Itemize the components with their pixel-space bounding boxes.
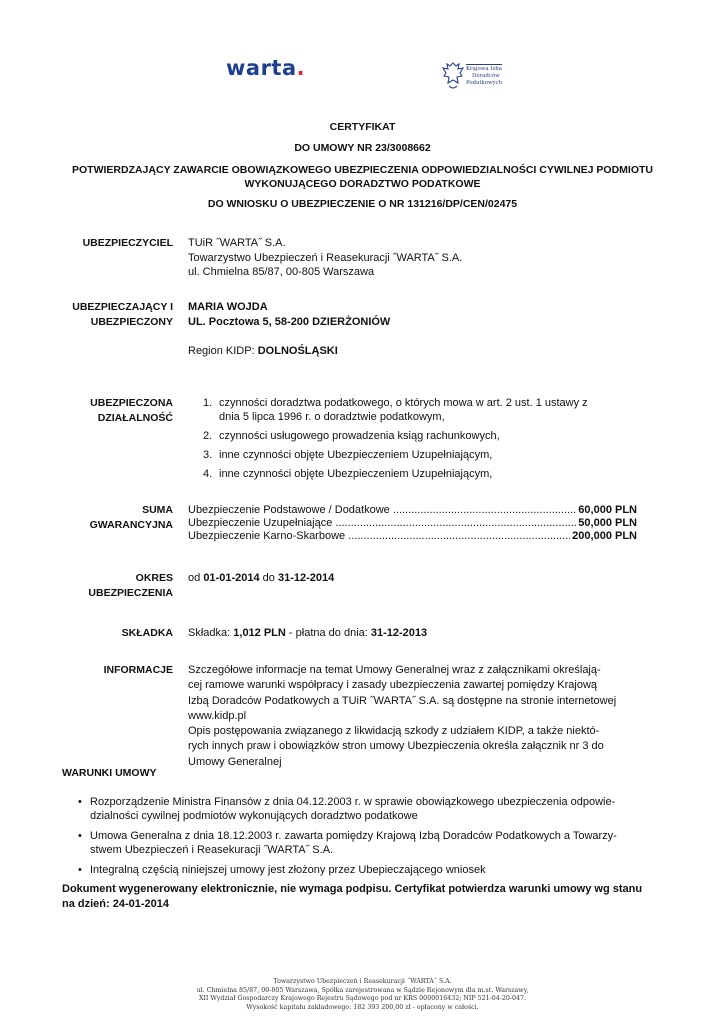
warta-logo: warta. <box>226 56 306 80</box>
company-footer: Towarzystwo Ubezpieczeń i Reasekuracji ˝WARTA˝ S.A. ul. Chmielna 85/87, 00-805 Warszawa, Spółka zarejestrowana w Sądzie Rejonowym dla m.st. Warszawy, XII Wydział Gospodarczy Krajowego Rejestru Sądowego pod nr KRS 0000016432; NIP 521-04-20-047. Wysokość kapitału zakładowego: 182 393 200,00 zł - opłacony w całości. <box>196 978 529 1011</box>
list-item: • Umowa Generalna z dnia 18.12.2003 r. zawarta pomiędzy Krajową Izbą Doradców Podatkowych a Towarzy- stwem Ubezpieczeń i Reasekuracji ˝WARTA˝ S.A. <box>78 830 617 856</box>
insured-label: UBEZPIECZAJĄCY I UBEZPIECZONY <box>72 301 173 328</box>
sum-row: Ubezpieczenie Uzupełniające ..... 50,000 PLN <box>188 517 637 530</box>
insured-address: UL. Pocztowa 5, 58-200 DZIERŻONIÓW <box>188 316 391 328</box>
insurer-label: UBEZPIECZYCIEL <box>82 237 173 249</box>
kidp-logo-line: Doradców <box>472 72 500 79</box>
sum-row: Ubezpieczenie Podstawowe / Dodatkowe ..... 60,000 PLN <box>188 504 637 517</box>
insured-name: MARIA WOJDA <box>188 301 268 313</box>
sum-table <box>188 504 637 543</box>
info-label: INFORMACJE <box>103 664 173 676</box>
application-number: DO WNIOSKU O UBEZPIECZENIE O NR 131216/DP/CEN/02475 <box>207 198 518 210</box>
kidp-logo <box>440 60 520 96</box>
conditions-list <box>62 795 662 883</box>
list-item: 4. inne czynności objęte Ubezpieczeniem Uzupełniającym, <box>203 468 493 480</box>
activity-list <box>203 396 633 486</box>
electronic-note: Dokument wygenerowany elektronicznie, nie wymaga podpisu. Certyfikat potwierdza warunki umowy wg stanu na dzień: 24-01-2014 <box>62 883 643 910</box>
insurer-details: TUiR ˝WARTA˝ S.A. Towarzystwo Ubezpieczeń i Reasekuracji ˝WARTA˝ S.A. ul. Chmielna 85/87, 00-805 Warszawa <box>188 237 463 278</box>
kidp-logo-line: Podatkowych <box>466 79 503 86</box>
list-item: 3. inne czynności objęte Ubezpieczeniem Uzupełniającym, <box>203 449 493 461</box>
list-item: • Rozporządzenie Ministra Finansów z dnia 04.12.2003 r. w sprawie obowiązkowego ubezpieczenia odpowie- dzialności cywilnej podmiotów wykonujących doradztwo podatkowe <box>78 796 616 822</box>
list-item: 1. czynności doradztwa podatkowego, o których mowa w art. 2 ust. 1 ustawy z dnia 5 lipca 1996 r. o doradztwie podatkowym, <box>203 397 588 423</box>
doc-title: CERTYFIKAT <box>329 121 396 133</box>
conditions-heading: WARUNKI UMOWY <box>62 767 157 779</box>
period-value: od 01-01-2014 do 31-12-2014 <box>188 572 335 584</box>
kidp-eagle-icon <box>440 60 466 94</box>
period-label: OKRES UBEZPIECZENIA <box>88 572 173 599</box>
insured-region: Region KIDP: DOLNOŚLĄSKI <box>188 345 338 357</box>
doc-subtitle: POTWIERDZAJĄCY ZAWARCIE OBOWIĄZKOWEGO UBEZPIECZENIA ODPOWIEDZIALNOŚCI CYWILNEJ PODMIOTU WYKONUJĄCEGO DORADZTWO PODATKOWE <box>71 164 653 190</box>
sum-label: SUMA GWARANCYJNA <box>89 504 173 531</box>
kidp-logo-line: Krajowa Izba <box>466 66 502 72</box>
premium-label: SKŁADKA <box>121 627 173 639</box>
list-item: 2. czynności usługowego prowadzenia ksiąg rachunkowych, <box>203 430 500 442</box>
contract-number: DO UMOWY NR 23/3008662 <box>294 142 431 154</box>
info-text: Szczegółowe informacje na temat Umowy Generalnej wraz z załącznikami określają- cej ramowe warunki współpracy i zasady ubezpieczenia zawartej pomiędzy Krajową Izbą Doradców Podatkowych a TUiR ˝WARTA˝ S.A. są dostępne na stronie internetowej www.kidp.pl Opis postępowania związanego z likwidacją szkody z udziałem KIDP, a także niektó- rych innych praw i obowiązków stron umowy Ubezpieczenia określa załącznik nr 3 do Umowy Generalnej <box>188 664 617 768</box>
sum-row: Ubezpieczenie Karno-Skarbowe ..... 200,000 PLN <box>188 530 637 543</box>
list-item: • Integralną częścią niniejszej umowy jest złożony przez Ubepieczającego wniosek <box>78 864 486 876</box>
premium-value: Składka: 1,012 PLN - płatna do dnia: 31-12-2013 <box>188 627 428 639</box>
activity-label: UBEZPIECZONA DZIAŁALNOŚĆ <box>90 397 173 424</box>
